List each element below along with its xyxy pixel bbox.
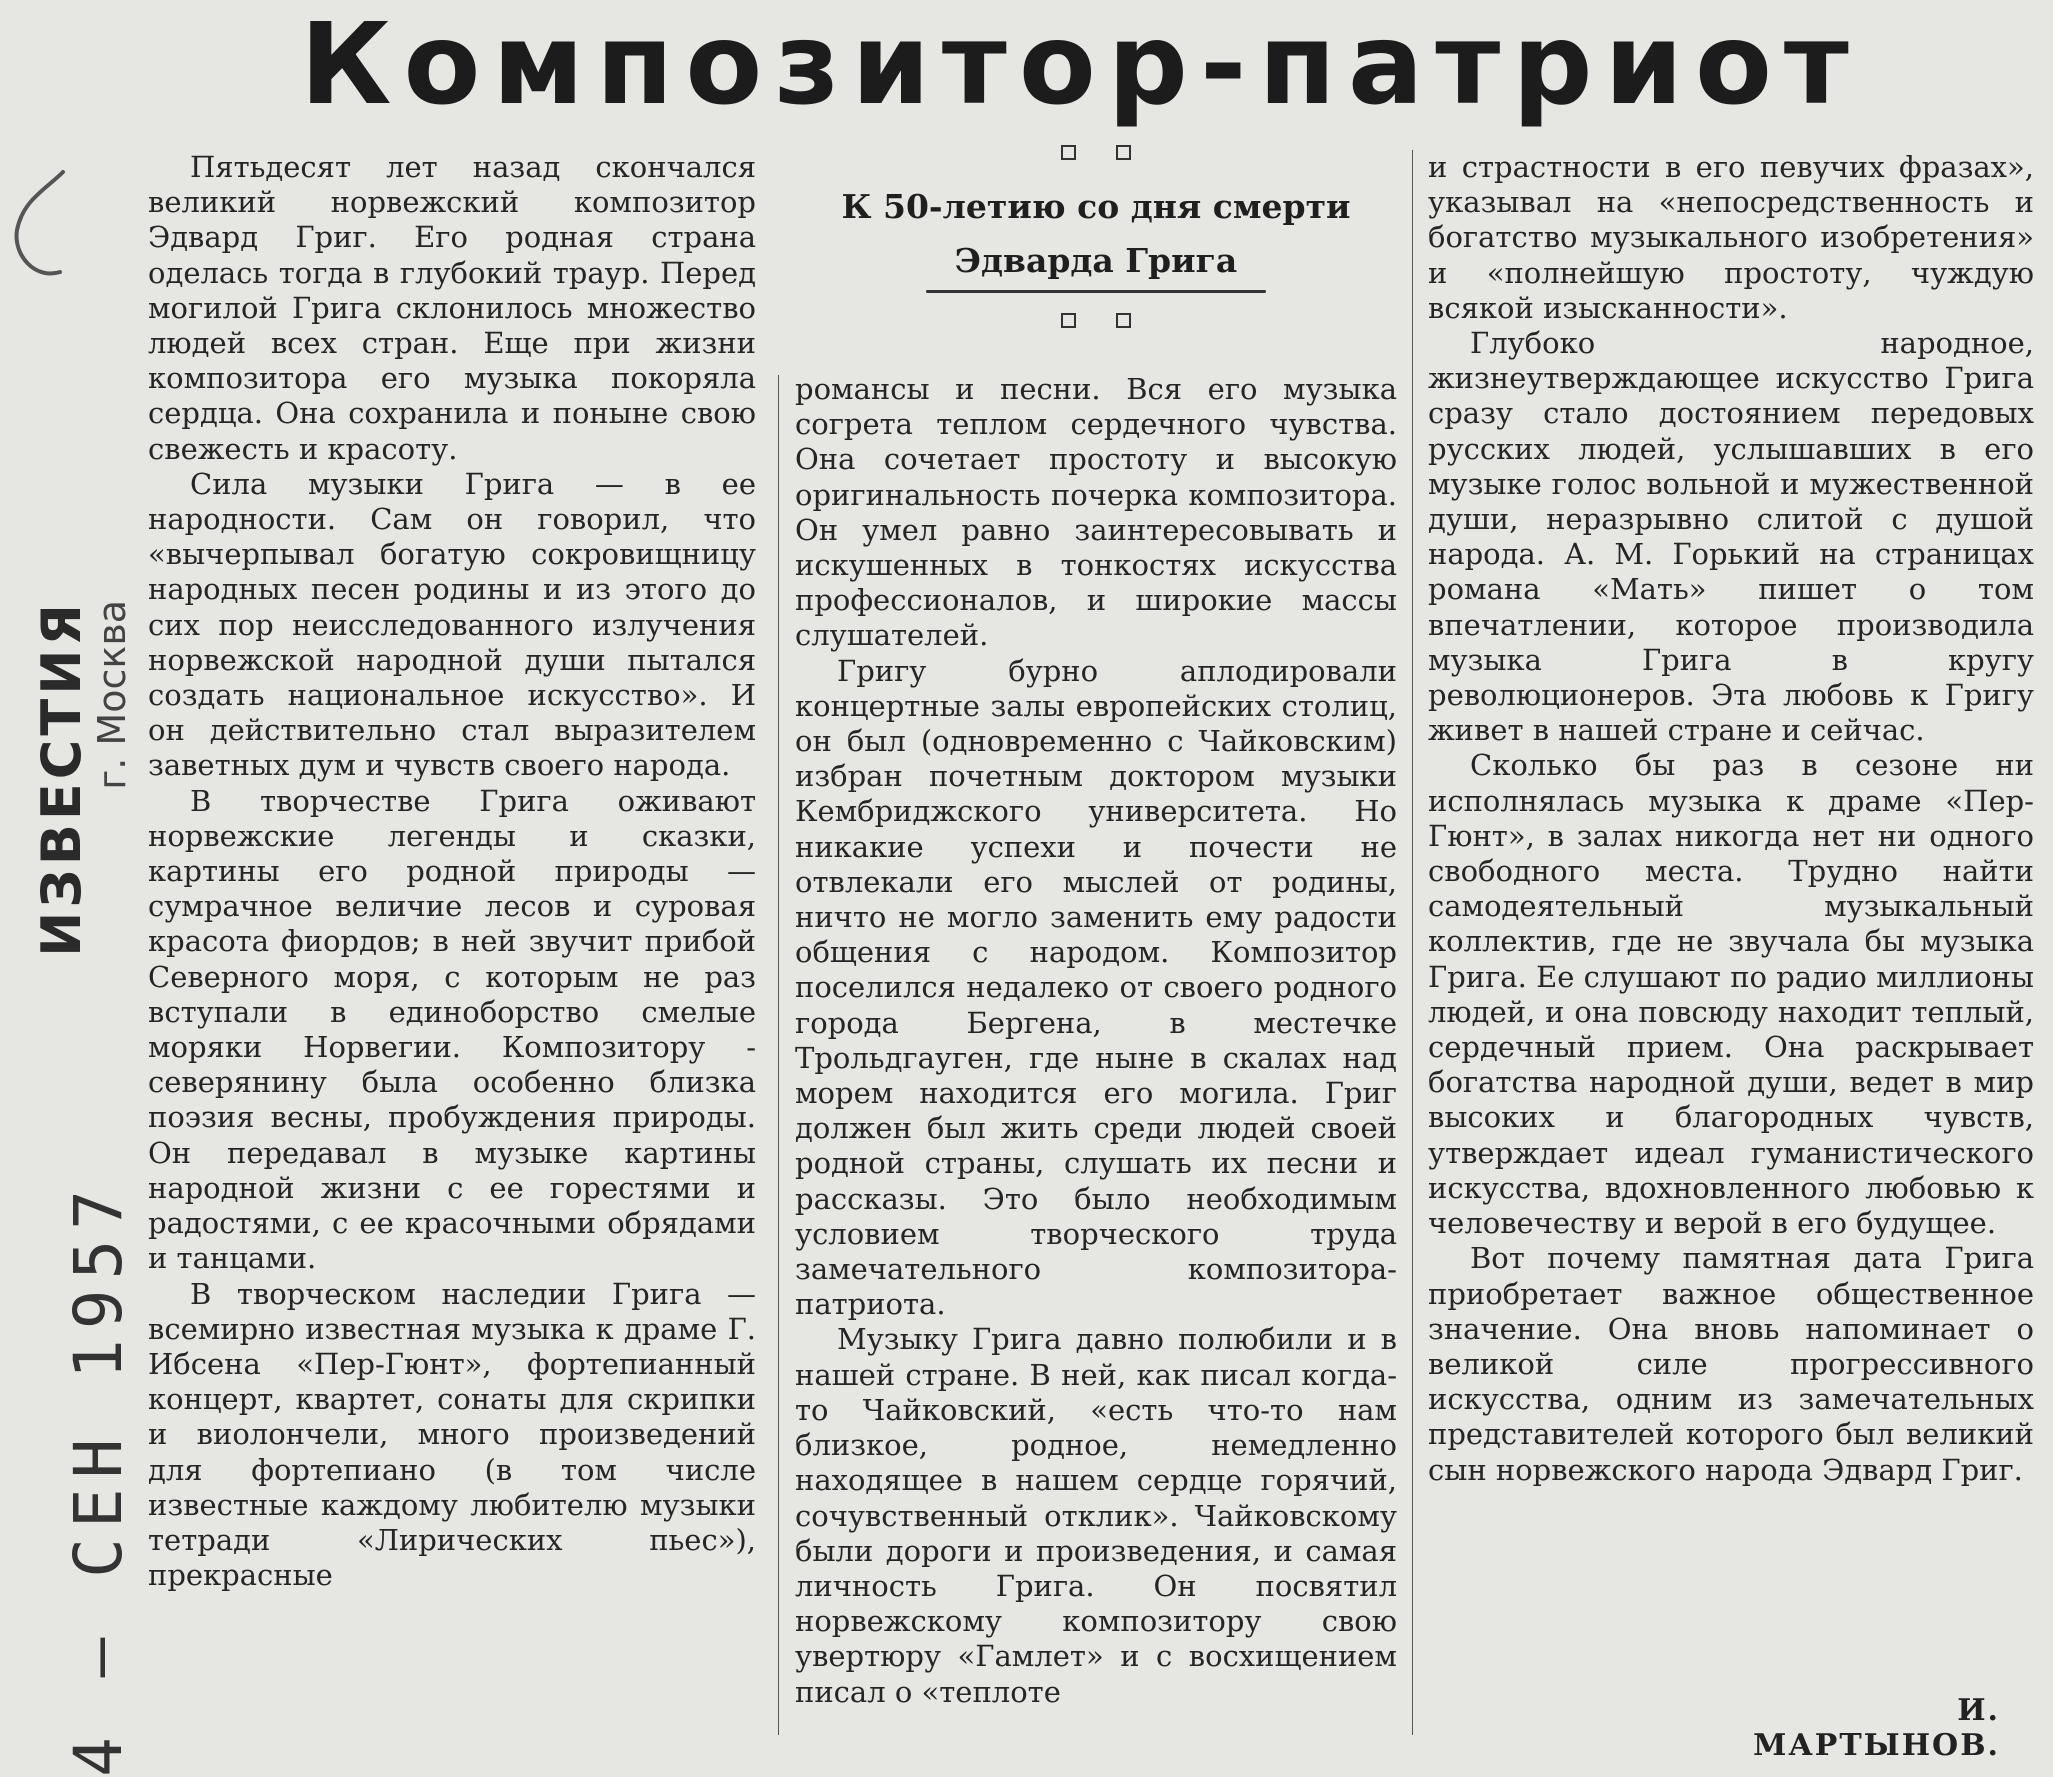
headline: Композитор-патриот bbox=[300, 0, 1861, 130]
paragraph: В творческом наследии Грига — всемирно известная музыка к драме Г. Ибсена «Пер-Гюнт», фортепианный концерт, квартет, сонаты для скрипки и виолончели, много произведений для фортепиано (в том числе известные каждому любителю музыки тетради «Лирических пьес»), прекрасные bbox=[148, 1276, 756, 1593]
paragraph: романсы и песни. Вся его музыка согрета теплом сердечного чувства. Она сочетает простоту и высокую оригинальность почерка композитора. Он умел равно заинтересовывать и искушенных в тонкостях искусства профессионалов, и широкие массы слушателей. bbox=[795, 372, 1397, 653]
subheading-underline bbox=[926, 290, 1266, 293]
square-ornament-icon bbox=[1116, 313, 1131, 328]
square-ornament-icon bbox=[1116, 145, 1131, 160]
newspaper-city: г. Москва bbox=[90, 600, 134, 790]
paragraph: Вот почему памятная дата Грига приобретает важное общественное значение. Она вновь напоминает о великой силе прогрессивного искусства, одним из замечательных представителей которого был великий сын норвежского народа Эдвард Григ. bbox=[1428, 1241, 2034, 1487]
column-divider bbox=[1412, 150, 1413, 1735]
ornament-top bbox=[795, 145, 1397, 160]
newspaper-name: ИЗВЕСТИЯ bbox=[30, 600, 93, 957]
subheading-line-2: Эдварда Грига bbox=[954, 241, 1238, 280]
article-column-1 bbox=[148, 150, 756, 1593]
paragraph: Пятьдесят лет назад скончался великий норвежский композитор Эдвард Григ. Его родная страна оделась тогда в глубокий траур. Перед могилой Грига склонилось множество людей всех стран. Еще при жизни композитора его музыка покоряла сердца. Она сохранила и поныне свою свежесть и красоту. bbox=[148, 150, 756, 466]
paragraph: В творчестве Грига оживают норвежские легенды и сказки, картины его родной природы — сумрачное величие лесов и суровая красота фиордов; в ней звучит прибой Северного моря, с которым не раз вступали в единоборство смелые моряки Норвегии. Композитору - северянину была особенно близка поэзия весны, пробуждения природы. Он передавал в музыке картины народной жизни с ее горестями и радостями, с ее красочными обрядами и танцами. bbox=[148, 783, 756, 1276]
date-stamp bbox=[60, 1180, 140, 1777]
paragraph: Сколько бы раз в сезоне ни исполнялась музыка к драме «Пер-Гюнт», в залах никогда нет ни одного свободного места. Трудно найти самодеятельный музыкальный коллектив, где не звучала бы музыка Грига. Ее слушают по радио миллионы людей, и она повсюду находит теплый, сердечный прием. Она раскрывает богатства народной души, ведет в мир высоких и благородных чувств, утверждает идеал гуманистического искусства, вдохновленного любовью к человечеству и верой в его будущее. bbox=[1428, 748, 2034, 1241]
square-ornament-icon bbox=[1061, 313, 1076, 328]
author-signature: И. МАРТЫНОВ. bbox=[1753, 1693, 2000, 1763]
column-divider bbox=[778, 375, 779, 1735]
newspaper-stamp bbox=[30, 600, 134, 980]
article-column-3 bbox=[1428, 150, 2034, 1488]
paragraph: Григу бурно аплодировали концертные залы европейских столиц, он был (одновременно с Чайковским) избран почетным доктором музыки Кембриджского университета. Но никакие успехи и почести не отвлекали его мыслей от родины, ничто не могло заменить ему радости общения с народом. Композитор поселился недалеко от своего родного города Бергена, в местечке Трольдгауген, где ныне в скалах над морем находится его могила. Григ должен был жить среди людей своей родной страны, слушать их песни и рассказы. Это было необходимым условием творческого труда замечательного композитора-патриота. bbox=[795, 653, 1397, 1322]
article-column-2 bbox=[795, 372, 1397, 1710]
square-ornament-icon bbox=[1061, 145, 1076, 160]
ornament-bottom bbox=[795, 313, 1397, 328]
paragraph: Сила музыки Грига — в ее народности. Сам он говорил, что «вычерпывал богатую сокровищницу народных песен родины и из этого до сих пор неисследованного излучения норвежской народной души пытался создать национальное искусство». И он действительно стал выразителем заветных дум и чувств своего народа. bbox=[148, 466, 756, 783]
date-stamp-text: 4 — СЕН 1957 bbox=[60, 1180, 137, 1777]
article-subheading bbox=[795, 145, 1397, 365]
paragraph: Глубоко народное, жизнеутверждающее искусство Грига сразу стало достоянием передовых русских людей, услышавших в его музыке голос вольной и мужественной души, неразрывно слитой с душой народа. А. М. Горький на страницах романа «Мать» пишет о том впечатлении, которое производила музыка Грига в кругу революционеров. Эта любовь к Григу живет в нашей стране и сейчас. bbox=[1428, 326, 2034, 748]
subheading-line-1: К 50-летию со дня смерти bbox=[841, 187, 1351, 226]
pencil-mark bbox=[5, 160, 85, 300]
paragraph: и страстности в его певучих фразах», указывал на «непосредственность и богатство музыкального изобретения» и «полнейшую простоту, чуждую всякой изысканности». bbox=[1428, 150, 2034, 325]
paragraph: Музыку Грига давно полюбили и в нашей стране. В ней, как писал когда-то Чайковский, «есть что-то нам близкое, родное, немедленно находящее в нашем сердце горячий, сочувственный отклик». Чайковскому были дороги и произведения, и самая личность Грига. Он посвятил норвежскому композитору свою увертюру «Гамлет» и с восхищением писал о «теплоте bbox=[795, 1322, 1397, 1709]
